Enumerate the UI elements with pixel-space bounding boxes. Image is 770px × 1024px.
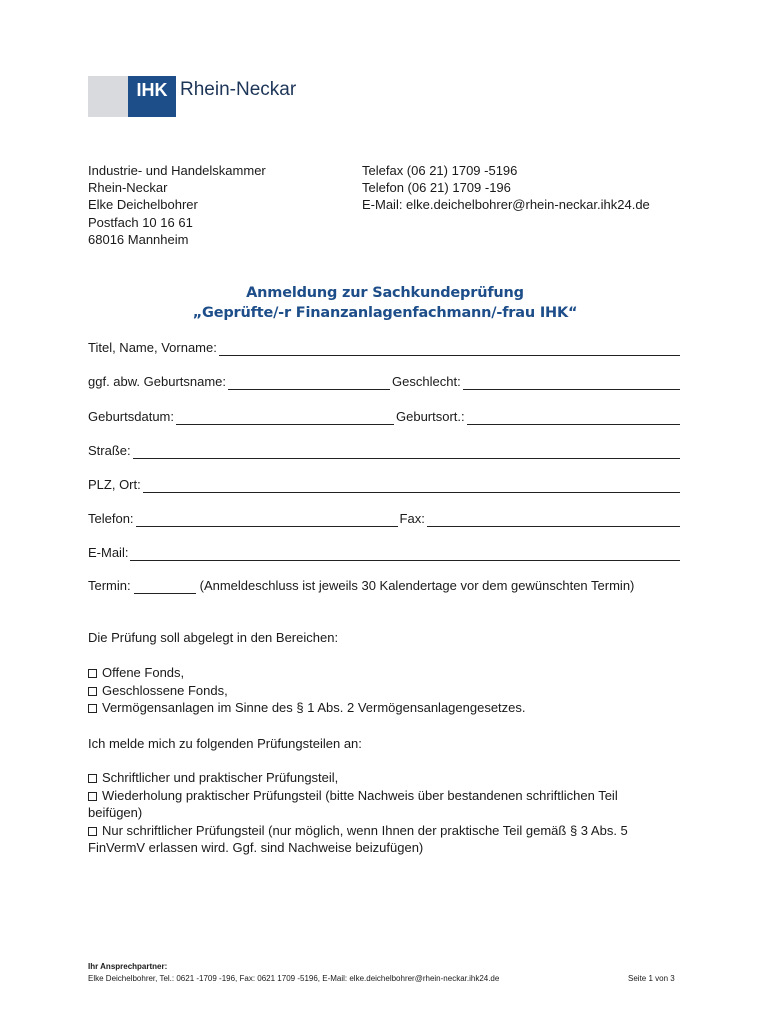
email-label: E-Mail: [88,545,129,560]
checkbox-written-practical[interactable] [88,774,97,783]
name-row [88,336,682,356]
street-row [88,439,682,459]
checkbox-label: Schriftlicher und praktischer Prüfungsteil, [102,770,339,785]
page-number: Seite 1 von 3 [628,974,675,983]
checkbox-label: Geschlossene Fonds, [102,683,228,698]
address-line: Elke Deichelbohrer [88,197,198,213]
document-subtitle: „Geprüfte/-r Finanzanlagenfachmann/-frau IHK“ [192,305,578,321]
logo-name: Rhein-Neckar [180,79,297,100]
gender-label: Geschlecht: [392,374,461,389]
birthname-field[interactable] [228,375,390,390]
checkbox-label: Offene Fonds, [102,665,185,680]
birthname-label: ggf. abw. Geburtsname: [88,374,227,389]
name-label: Titel, Name, Vorname: [88,340,217,355]
address-line: Industrie- und Handelskammer [88,163,266,178]
contact-email: E-Mail: elke.deichelbohrer@rhein-neckar.ihk24.de [362,197,650,213]
contact-fax: Telefax (06 21) 1709 -5196 [362,163,518,178]
termin-field[interactable] [134,579,196,594]
city-label: PLZ, Ort: [88,477,141,492]
checkbox-label: Vermögensanlagen im Sinne des § 1 Abs. 2 Vermögensanlagengesetzes. [102,700,526,715]
footer-title: Ihr Ansprechpartner: [88,962,168,971]
birthdate-label: Geburtsdatum: [88,409,174,424]
area-option [88,682,688,700]
phone-field[interactable] [136,512,398,527]
birthname-gender-row [88,370,682,390]
termin-row [88,578,688,594]
email-row [88,541,682,561]
checkbox-label: Wiederholung praktischer Prüfungsteil (bitte Nachweis über bestandenen schriftlichen Teil [102,788,618,803]
gender-field[interactable] [463,375,680,390]
city-field[interactable] [143,478,680,493]
area-option [88,699,688,717]
checkbox-repeat-practical[interactable] [88,792,97,801]
email-field[interactable] [130,546,680,561]
address-line: Postfach 10 16 61 [88,214,193,230]
birthplace-label: Geburtsort.: [396,409,465,424]
street-field[interactable] [133,444,680,459]
checkbox-closed-funds[interactable] [88,687,97,696]
birthdate-field[interactable] [176,410,394,425]
area-option [88,664,688,682]
name-field[interactable] [219,341,680,356]
city-row [88,473,682,493]
part-option [88,787,688,805]
part-option-continued: FinVermV erlassen wird. Ggf. sind Nachweise beizufügen) [88,840,424,855]
checkbox-investments[interactable] [88,704,97,713]
checkbox-open-funds[interactable] [88,669,97,678]
fax-field[interactable] [427,512,680,527]
sender-address [88,162,266,248]
fax-label: Fax: [399,511,425,526]
part-option [88,769,688,787]
areas-intro: Die Prüfung soll abgelegt in den Bereichen: [88,630,339,645]
document-title: Anmeldung zur Sachkundeprüfung [246,285,524,301]
checkbox-label: Nur schriftlicher Prüfungsteil (nur möglich, wenn Ihnen der praktische Teil gemäß § 3 Abs. 5 [102,823,628,838]
checkbox-written-only[interactable] [88,827,97,836]
street-label: Straße: [88,443,131,458]
address-line: 68016 Mannheim [88,231,189,247]
birth-row [88,405,682,425]
termin-label: Termin: [88,578,131,593]
birthplace-field[interactable] [467,410,680,425]
contact-info [362,162,650,214]
termin-note: (Anmeldeschluss ist jeweils 30 Kalendertage vor dem gewünschten Termin) [199,578,635,593]
logo-mark-text: IHK [136,80,168,100]
contact-phone: Telefon (06 21) 1709 -196 [362,180,511,196]
phone-label: Telefon: [88,511,134,526]
part-option [88,822,688,840]
address-line: Rhein-Neckar [88,180,168,196]
parts-intro: Ich melde mich zu folgenden Prüfungsteilen an: [88,736,362,751]
part-option-continued: beifügen) [88,805,143,820]
phone-fax-row [88,507,682,527]
footer-contact: Elke Deichelbohrer, Tel.: 0621 -1709 -196, Fax: 0621 1709 -5196, E-Mail: elke.deichelbohrer@rhein-neckar.ihk24.de [88,974,500,983]
